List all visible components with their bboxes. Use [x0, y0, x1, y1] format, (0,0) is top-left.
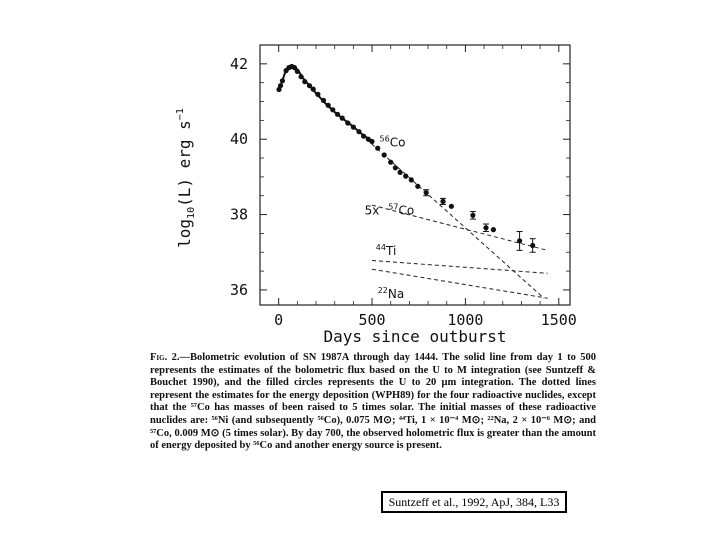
data-point — [415, 184, 420, 189]
data-point — [330, 107, 335, 112]
x-axis-title: Days since outburst — [323, 327, 507, 346]
isotope-label — [388, 203, 414, 218]
isotope-mass-number: 22 — [377, 286, 388, 296]
data-point — [351, 125, 356, 130]
citation-box — [381, 491, 567, 513]
isotope-label — [376, 243, 396, 258]
model-line-44Ti — [372, 261, 548, 274]
isotope-symbol: Co — [398, 203, 415, 218]
plot-frame — [260, 45, 570, 305]
data-point — [491, 227, 496, 232]
data-point — [345, 120, 350, 125]
x-tick-label: 1000 — [447, 311, 484, 329]
data-point — [335, 112, 340, 117]
isotope-label — [378, 286, 405, 301]
x-tick-label: 500 — [358, 311, 386, 329]
data-point — [311, 87, 316, 92]
isotope-symbol: Na — [387, 287, 405, 302]
data-point — [302, 79, 307, 84]
y-axis-title-pre: log — [175, 218, 194, 248]
data-point — [449, 204, 454, 209]
data-point — [369, 139, 374, 144]
data-point — [403, 174, 408, 179]
caption-body: —Bolometric evolution of SN 1987A through day 1444. The solid line from day 1 to 500 represents the estimates of the bolometric flux based on the U to M integration (see Suntzeff & Bouchet 1990), and the filled circles represents the U to 20 μm integration. The dotted lines represent the estimates for the energy deposition (WPH89) for the four radioactive nuclides, except that the ⁵⁷Co has masses of been raised to 5 times solar. The initial masses of these radioactive nuclides are: ⁵⁶Ni (and subsequently ⁵⁶Co), 0.075 M⊙; ⁴⁴Ti, 1 × 10⁻⁴ M⊙; ²²Na, 2 × 10⁻⁶ M⊙; and ⁵⁷Co, 0.009 M⊙ (5 times solar). By day 700, the observed holometric flux is greater than the amount of energy deposited by ⁵⁶Co and another energy source is present. — [150, 352, 596, 452]
isotope-mass-number: 44 — [375, 242, 386, 252]
data-point — [388, 160, 393, 165]
y-axis-title — [175, 108, 197, 248]
isotope-symbol: Ti — [385, 243, 397, 258]
data-point — [278, 83, 283, 88]
isotope-symbol: Co — [389, 135, 406, 150]
y-tick-label: 36 — [229, 280, 248, 299]
x-tick-label: 1500 — [540, 311, 577, 329]
isotope-label: 5x — [364, 203, 380, 218]
isotope-mass-number: 56 — [379, 134, 390, 144]
y-tick-label: 40 — [229, 130, 248, 149]
data-point — [321, 98, 326, 103]
caption-fig-label: Fig. 2. — [150, 352, 180, 363]
isotope-mass-number: 57 — [388, 202, 399, 212]
data-point — [382, 152, 387, 157]
figure-caption — [150, 352, 596, 453]
y-tick-label: 42 — [229, 54, 248, 73]
data-point — [280, 78, 285, 83]
data-point — [340, 116, 345, 121]
y-axis-title-mid: (L) erg s — [175, 120, 194, 207]
data-point — [409, 177, 414, 182]
citation-text: Suntzeff et al., 1992, ApJ, 384, L33 — [388, 494, 560, 509]
data-point — [295, 69, 300, 74]
isotope-label — [380, 135, 406, 150]
y-axis-title-sub: 10 — [186, 206, 197, 219]
data-point — [361, 134, 366, 139]
data-point — [393, 165, 398, 170]
data-point — [315, 92, 320, 97]
y-tick-label: 38 — [229, 205, 248, 224]
data-point — [356, 129, 361, 134]
model-lines — [366, 139, 547, 298]
data-point — [398, 170, 403, 175]
data-point — [375, 146, 380, 151]
x-tick-label: 0 — [274, 311, 284, 329]
y-axis-title-sup: −1 — [175, 108, 186, 121]
data-point — [299, 74, 304, 79]
data-point — [326, 103, 331, 108]
